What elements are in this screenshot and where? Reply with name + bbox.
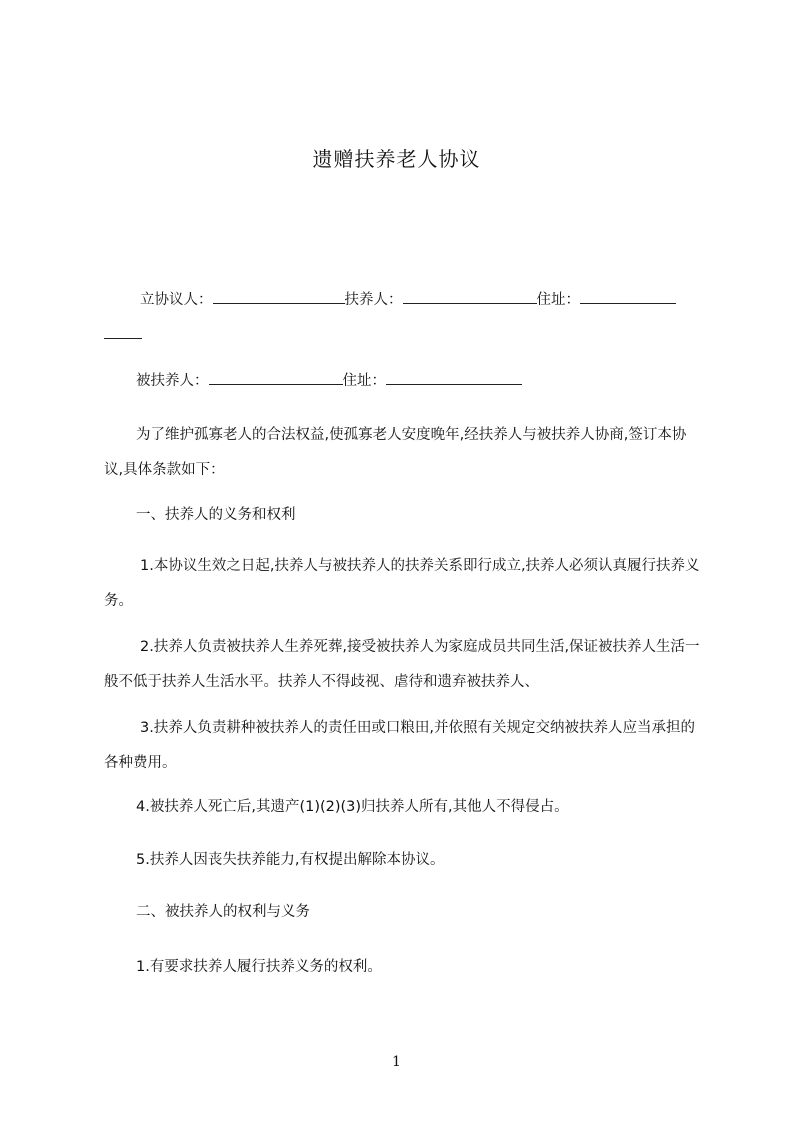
party-label-supporter: 扶养人： xyxy=(344,292,403,308)
section-2-heading-text: 二、被扶养人的权利与义务 xyxy=(136,904,310,920)
section-1-item-5 xyxy=(104,843,702,878)
section-1-heading xyxy=(104,498,702,533)
party-label-agreement: 立协议人： xyxy=(140,292,213,308)
section-2-heading xyxy=(104,895,702,930)
party-blank-supporter[interactable] xyxy=(403,289,537,304)
party-label-address: 住址： xyxy=(536,292,580,308)
section-2-item-1-text: 1.有要求扶养人履行扶养义务的权利。 xyxy=(136,959,382,975)
section-1-item-1: 1.本协议生效之日起,扶养人与被扶养人的扶养关系即行成立,扶养人必须认真履行扶养义务。 xyxy=(104,558,700,609)
document-title: 遗赠扶养老人协议 xyxy=(312,147,481,171)
party-line-1-continuation xyxy=(104,318,702,353)
supported-blank[interactable] xyxy=(209,370,343,385)
section-2-item-1 xyxy=(104,950,702,985)
section-1-heading-text: 一、扶养人的义务和权利 xyxy=(136,507,296,523)
supported-label: 被扶养人： xyxy=(136,373,209,389)
party-blank-address-continued[interactable] xyxy=(104,324,142,339)
section-1-item-2: 2.扶养人负责被扶养人生养死葬,接受被扶养人为家庭成员共同生活,保证被扶养人生活一般不低于扶养人生活水平。扶养人不得歧视、虐待和遗弃被扶养人、 xyxy=(104,639,700,690)
party-line-1 xyxy=(104,283,704,318)
party-blank-agreement[interactable] xyxy=(213,289,345,304)
section-1-item-3: 3.扶养人负责耕种被扶养人的责任田或口粮田,并依照有关规定交纳被扶养人应当承担的各种费用。 xyxy=(104,720,695,771)
page-number: 1 xyxy=(392,1054,401,1070)
section-1-item-5-text: 5.扶养人因丧失扶养能力,有权提出解除本协议。 xyxy=(136,852,445,868)
party-blank-address[interactable] xyxy=(580,289,676,304)
supported-address-blank[interactable] xyxy=(386,370,522,385)
party-line-2 xyxy=(104,364,702,399)
intro-paragraph: 为了维护孤寡老人的合法权益,使孤寡老人安度晚年,经扶养人与被扶养人协商,签订本协议,具体条款如下： xyxy=(104,427,687,478)
supported-address-label: 住址： xyxy=(342,373,386,389)
section-1-item-4-text: 4.被扶养人死亡后,其遗产(1)(2)(3)归扶养人所有,其他人不得侵占。 xyxy=(136,799,569,815)
section-1-item-4 xyxy=(104,790,702,825)
